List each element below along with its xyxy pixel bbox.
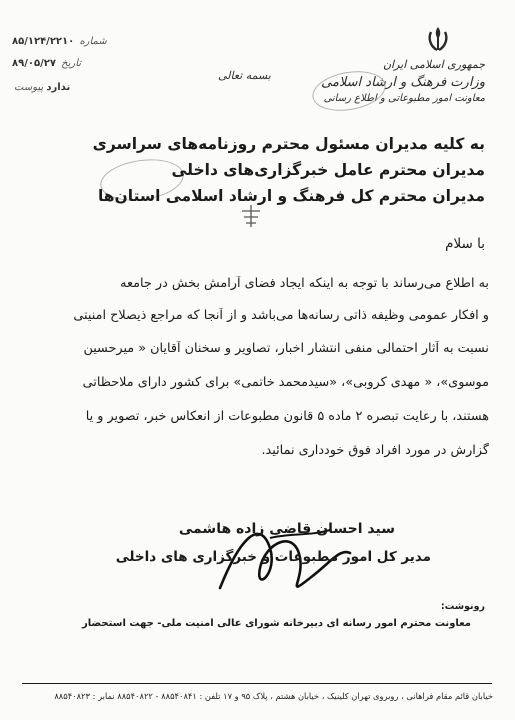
body-line: هستند، با رعایت تبصره ۲ ماده ۵ قانون مطبوعات از انعکاس خبر، تصویر و یا	[85, 409, 489, 424]
signer-name: سید احسان قاضی زاده هاشمی	[178, 521, 395, 537]
header-department: معاونت امور مطبوعاتی و اطلاع رسانی	[323, 93, 485, 104]
cc-label: رونوشت:	[440, 601, 485, 612]
footer-address: خیابان قائم مقام فراهانی ، روبروی تهران کلینیک ، خیابان هشتم ، پلاک ۹۵ و ۱۷ تلفن : ۸۸۵۴۰۸۴۱ - ۸۸۵۴۰۸۲۲ نمابر : ۸۸۵۴۰۸۲۳	[54, 691, 493, 701]
iran-emblem-icon	[423, 24, 453, 54]
letter-date	[12, 58, 81, 69]
header-ministry: وزارت فرهنگ و ارشاد اسلامی	[321, 75, 485, 90]
letter-number	[12, 36, 107, 47]
addressee-line: مدیران محترم کل فرهنگ و ارشاد اسلامی استان‌ها	[97, 187, 485, 205]
cc-recipient: معاونت محترم امور رسانه ای دبیرخانه شورای عالی امنیت ملی- جهت استحضار	[82, 618, 471, 629]
letter-attachment-label: پیوست	[14, 82, 44, 93]
letter-date-value: ۸۹/۰۵/۲۷	[12, 58, 56, 69]
addressee-line: به کلیه مدیران مسئول محترم روزنامه‌های سراسری	[92, 135, 485, 153]
signer-title: مدیر کل امور مطبوعات و خبرگزاری های داخلی	[115, 549, 431, 565]
registration-mark-icon	[236, 203, 266, 229]
letter-attachment-value: ندارد	[46, 82, 71, 93]
body-line: موسوی»، « مهدی کروبی»، «سیدمحمد خاتمی» برای کشور دارای ملاحظاتی	[82, 375, 489, 390]
letter-number-label: شماره	[79, 36, 107, 47]
letter-date-label: تاریخ	[61, 58, 82, 69]
footer-divider	[22, 683, 492, 684]
letter-number-value: ۸۵/۱۲۴/۲۲۱۰	[12, 36, 75, 47]
body-line: نسبت به آثار احتمالی منفی انتشار اخبار، تصاویر و سخنان آقایان « میرحسین	[83, 341, 489, 356]
addressee-line: مدیران محترم عامل خبرگزاری‌های داخلی	[171, 161, 485, 179]
body-line: گزارش در مورد افراد فوق خودداری نمائید.	[261, 443, 489, 458]
header-country: جمهوری اسلامی ایران	[382, 58, 485, 71]
body-line: و افکار عمومی وظیفه ذاتی رسانه‌ها می‌باشد و از آنجا که مراجع ذیصلاح امنیتی	[73, 308, 489, 323]
basmala: بسمه تعالی	[218, 69, 271, 82]
stamp-mark	[309, 66, 388, 116]
greeting: با سلام	[445, 236, 485, 252]
body-line: به اطلاع می‌رساند با توجه به اینکه ایجاد فضای آرامش بخش در جامعه	[120, 276, 489, 291]
letter-attachment	[12, 82, 70, 93]
